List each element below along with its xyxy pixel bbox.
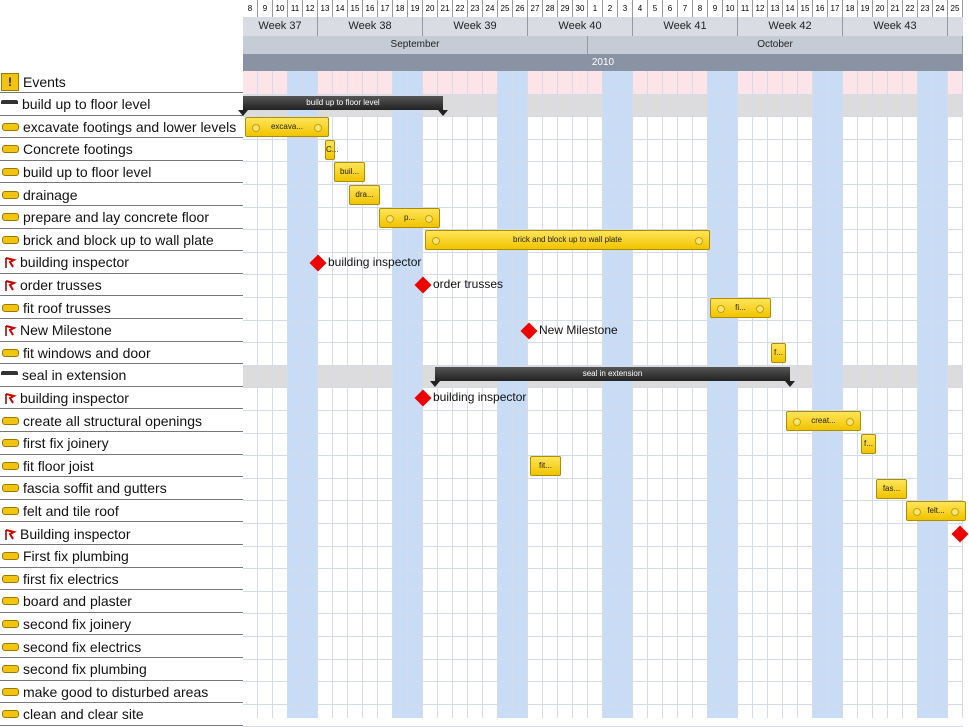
task-icon: [2, 643, 19, 651]
day-cell: 12: [303, 0, 318, 17]
row-line: [243, 568, 963, 569]
task-icon: [2, 597, 19, 605]
weekend-column: [303, 71, 318, 718]
day-column: [843, 71, 858, 718]
task-bar-handle[interactable]: [717, 305, 725, 313]
day-cell: 10: [723, 0, 738, 17]
task-icon: [2, 484, 19, 492]
task-bar-label: creat...: [811, 416, 836, 425]
row-line: [243, 94, 963, 95]
task-bar-label: excava...: [270, 122, 303, 132]
day-column: [888, 71, 903, 718]
day-column: [903, 71, 918, 718]
month-cell: October: [588, 36, 963, 54]
milestone-label: New Milestone: [539, 322, 618, 337]
week-cell: Week 42: [738, 17, 843, 36]
day-column: [633, 71, 648, 718]
task-icon: [2, 688, 19, 696]
task-bar-label: felt...: [927, 506, 945, 516]
task-row[interactable]: [0, 342, 243, 364]
task-list-header: [0, 0, 243, 71]
day-cell: 14: [783, 0, 798, 17]
day-column: [753, 71, 768, 718]
task-icon: [2, 552, 19, 560]
task-bar[interactable]: [245, 117, 329, 137]
task-row[interactable]: [0, 94, 243, 116]
day-cell: 9: [708, 0, 723, 17]
task-bar[interactable]: [876, 479, 907, 499]
week-cell: Week 38: [318, 17, 423, 36]
week-cell: Week 43: [843, 17, 948, 36]
task-bar[interactable]: [334, 162, 365, 182]
row-line: [243, 613, 963, 614]
row-line: [243, 659, 963, 660]
task-row[interactable]: [0, 184, 243, 206]
month-cell: September: [243, 36, 588, 54]
milestone-label: building inspector: [328, 254, 422, 269]
weekend-column: [723, 71, 738, 718]
task-bar-handle[interactable]: [425, 215, 433, 223]
row-line: [243, 546, 963, 547]
task-label: second fix joinery: [23, 615, 132, 632]
task-label: prepare and lay concrete floor: [23, 209, 209, 226]
task-row[interactable]: [0, 568, 243, 590]
day-column: [873, 71, 888, 718]
day-cell: 17: [378, 0, 393, 17]
task-bar-label: f...: [774, 348, 783, 358]
weekend-column: [708, 71, 723, 718]
task-row[interactable]: [0, 681, 243, 703]
flag-icon: [4, 324, 16, 336]
day-cell: 9: [258, 0, 273, 17]
task-label: second fix plumbing: [23, 661, 147, 678]
flag-icon: [4, 528, 16, 540]
day-cell: 17: [828, 0, 843, 17]
row-line: [243, 387, 963, 388]
milestone-label: building inspector: [433, 390, 527, 405]
task-icon: [2, 620, 19, 628]
day-cell: 28: [543, 0, 558, 17]
task-icon: [2, 349, 19, 357]
summary-bar[interactable]: [243, 96, 443, 110]
row-line: [243, 320, 963, 321]
day-column: [258, 71, 273, 718]
week-cell: Week 40: [528, 17, 633, 36]
task-icon: [2, 145, 19, 153]
task-label: fit roof trusses: [23, 299, 111, 316]
task-bar-handle[interactable]: [756, 305, 764, 313]
task-bar[interactable]: [786, 411, 861, 431]
day-cell: 26: [513, 0, 528, 17]
task-label: fit floor joist: [23, 457, 94, 474]
task-label: clean and clear site: [23, 706, 144, 723]
task-label: building inspector: [20, 389, 129, 406]
day-header: [243, 0, 963, 17]
task-label: fit windows and door: [23, 344, 151, 361]
task-row[interactable]: [0, 207, 243, 229]
task-bar[interactable]: [771, 343, 786, 363]
day-cell: 27: [528, 0, 543, 17]
day-cell: 18: [393, 0, 408, 17]
task-label: Events: [23, 73, 66, 90]
task-row[interactable]: [0, 229, 243, 251]
row-line: [243, 342, 963, 343]
task-bar-label: dra...: [355, 190, 374, 199]
task-label: New Milestone: [20, 322, 112, 339]
task-icon: [2, 575, 19, 583]
day-column: [318, 71, 339, 718]
day-cell: 22: [453, 0, 468, 17]
day-cell: 1: [588, 0, 603, 17]
row-line: [243, 139, 963, 140]
day-column: [768, 71, 783, 718]
task-label: fascia soffit and gutters: [23, 480, 167, 497]
weekend-column: [603, 71, 618, 718]
task-icon: [2, 304, 19, 312]
day-cell: 11: [288, 0, 303, 17]
task-label: first fix joinery: [23, 435, 109, 452]
task-label: create all structural openings: [23, 412, 202, 429]
task-icon: [2, 710, 19, 718]
row-line: [243, 636, 963, 637]
task-row[interactable]: [0, 161, 243, 183]
task-row[interactable]: [0, 523, 243, 545]
flag-icon: [4, 279, 16, 291]
day-cell: 16: [813, 0, 828, 17]
task-row[interactable]: [0, 139, 243, 161]
task-bar[interactable]: [530, 456, 561, 476]
task-bar-handle[interactable]: [846, 418, 854, 426]
day-cell: 20: [873, 0, 888, 17]
day-column: [363, 71, 378, 718]
summary-bar-label: build up to floor level: [306, 97, 380, 107]
day-cell: 7: [678, 0, 693, 17]
task-label: First fix plumbing: [23, 548, 129, 565]
task-icon: [2, 191, 19, 199]
day-cell: 3: [618, 0, 633, 17]
weekend-column: [933, 71, 948, 718]
row-line: [243, 297, 963, 298]
day-column: [798, 71, 813, 718]
day-column: [693, 71, 708, 718]
day-column: [648, 71, 663, 718]
task-icon: [2, 213, 19, 221]
row-line: [243, 252, 963, 253]
summary-bar-right-tip: [785, 381, 795, 387]
day-cell: 25: [948, 0, 963, 17]
task-label: board and plaster: [23, 593, 132, 610]
task-label: build up to floor level: [23, 163, 152, 180]
week-cell: Week 37: [243, 17, 318, 36]
day-cell: 15: [798, 0, 813, 17]
task-icon: [2, 665, 19, 673]
row-line: [243, 455, 963, 456]
task-bar-handle[interactable]: [793, 418, 801, 426]
task-icon: [2, 462, 19, 470]
day-column: [543, 71, 558, 718]
day-cell: 21: [438, 0, 453, 17]
row-line: [243, 365, 963, 366]
row-line: [243, 523, 963, 524]
task-label: felt and tile roof: [23, 502, 119, 519]
day-cell: 6: [663, 0, 678, 17]
task-icon: [2, 168, 19, 176]
task-label: second fix electrics: [23, 638, 142, 655]
day-cell: 11: [738, 0, 753, 17]
task-bar-label: fi...: [735, 303, 746, 312]
task-bar-label: C...: [326, 144, 339, 154]
flag-icon: [4, 256, 16, 268]
task-row[interactable]: [0, 659, 243, 681]
weekend-column: [393, 71, 408, 718]
weekend-column: [918, 71, 933, 718]
day-column: [573, 71, 588, 718]
day-cell: 4: [633, 0, 648, 17]
task-bar[interactable]: [425, 230, 710, 250]
day-column: [948, 71, 963, 718]
task-icon: [2, 417, 19, 425]
row-line: [243, 207, 963, 208]
day-cell: 19: [858, 0, 873, 17]
day-cell: 30: [573, 0, 588, 17]
task-label: build up to floor level: [22, 96, 151, 113]
week-header: [243, 17, 963, 36]
week-cell: Week 41: [633, 17, 738, 36]
day-cell: 25: [498, 0, 513, 17]
task-label: building inspector: [20, 254, 129, 271]
row-line: [243, 500, 963, 501]
flag-icon: [4, 392, 16, 404]
day-cell: 8: [693, 0, 708, 17]
day-cell: 20: [423, 0, 438, 17]
task-icon: [2, 236, 19, 244]
day-column: [663, 71, 678, 718]
day-cell: 19: [408, 0, 423, 17]
task-row[interactable]: [0, 365, 243, 387]
day-cell: 14: [333, 0, 348, 17]
task-label: make good to disturbed areas: [23, 683, 209, 700]
task-row[interactable]: [0, 500, 243, 522]
task-row[interactable]: [0, 591, 243, 613]
row-line: [243, 274, 963, 275]
day-column: [558, 71, 573, 718]
task-bar[interactable]: [325, 140, 339, 160]
task-row[interactable]: [0, 320, 243, 342]
task-icon: [2, 439, 19, 447]
warning-icon: !: [1, 73, 19, 91]
task-bar-label: brick and block up to wall plate: [513, 235, 622, 245]
summary-bar[interactable]: [435, 367, 790, 381]
task-bar-label: buil...: [339, 167, 360, 177]
day-column: [738, 71, 753, 718]
task-bar[interactable]: [349, 185, 380, 205]
day-cell: 24: [483, 0, 498, 17]
year-header: 2010: [243, 54, 963, 71]
row-line: [243, 433, 963, 434]
task-row[interactable]: [0, 704, 243, 726]
day-cell: 18: [843, 0, 858, 17]
task-row[interactable]: [0, 410, 243, 432]
summary-bar-left-tip: [238, 110, 248, 116]
row-line: [243, 116, 963, 117]
task-bar-label: fas...: [882, 483, 901, 493]
day-column: [588, 71, 603, 718]
task-bar-label: f...: [864, 438, 873, 448]
day-cell: 13: [318, 0, 333, 17]
task-bar[interactable]: [710, 298, 771, 318]
task-bar-handle[interactable]: [386, 215, 394, 223]
task-bar-label: fit...: [539, 461, 552, 471]
task-label: Building inspector: [20, 525, 131, 542]
weekend-column: [618, 71, 633, 718]
weekend-column: [813, 71, 828, 718]
summary-icon: [1, 371, 18, 375]
task-label: brick and block up to wall plate: [23, 231, 214, 248]
task-row[interactable]: [0, 478, 243, 500]
task-row[interactable]: [0, 613, 243, 635]
day-cell: 16: [363, 0, 378, 17]
task-row[interactable]: [0, 252, 243, 274]
task-bar[interactable]: [379, 208, 440, 228]
day-cell: 8: [243, 0, 258, 17]
month-header: [243, 36, 963, 54]
task-row[interactable]: [0, 455, 243, 477]
task-label: drainage: [23, 186, 78, 203]
row-line: [243, 591, 963, 592]
row-line: [243, 704, 963, 705]
row-line: [243, 681, 963, 682]
day-cell: 23: [918, 0, 933, 17]
task-label: excavate footings and lower levels: [23, 118, 237, 135]
day-cell: 10: [273, 0, 288, 17]
day-column: [378, 71, 393, 718]
day-cell: 22: [903, 0, 918, 17]
day-cell: 2: [603, 0, 618, 17]
summary-bar-label: seal in extension: [582, 368, 643, 378]
task-icon: [2, 123, 19, 131]
task-icon: [2, 507, 19, 515]
task-row[interactable]: [0, 274, 243, 296]
day-cell: 21: [888, 0, 903, 17]
milestone-label: order trusses: [433, 277, 504, 292]
task-label: Concrete footings: [23, 141, 133, 158]
day-cell: 13: [768, 0, 783, 17]
task-row[interactable]: [0, 636, 243, 658]
task-row[interactable]: [0, 546, 243, 568]
weekend-column: [828, 71, 843, 718]
day-column: [858, 71, 873, 718]
task-row[interactable]: [0, 297, 243, 319]
day-column: [678, 71, 693, 718]
day-cell: 15: [348, 0, 363, 17]
task-row[interactable]: [0, 116, 243, 138]
day-cell: 12: [753, 0, 768, 17]
day-column: [528, 71, 543, 718]
day-column: [243, 71, 258, 718]
task-row[interactable]: [0, 387, 243, 409]
day-column: [783, 71, 798, 718]
task-row[interactable]: [0, 71, 243, 93]
summary-bar-right-tip: [438, 110, 448, 116]
timeline-grid[interactable]: [243, 71, 963, 718]
day-cell: 24: [933, 0, 948, 17]
weekend-column: [288, 71, 303, 718]
task-label: order trusses: [20, 276, 102, 293]
day-cell: 5: [648, 0, 663, 17]
summary-icon: [1, 100, 18, 104]
task-bar[interactable]: [906, 501, 966, 521]
week-cell: Week 39: [423, 17, 528, 36]
task-row[interactable]: [0, 433, 243, 455]
task-label: first fix electrics: [23, 570, 119, 587]
day-cell: 23: [468, 0, 483, 17]
row-line: [243, 478, 963, 479]
task-bar[interactable]: [861, 434, 876, 454]
task-bar-label: p...: [403, 212, 416, 222]
summary-bar-left-tip: [430, 381, 440, 387]
task-label: seal in extension: [22, 367, 127, 384]
day-cell: 29: [558, 0, 573, 17]
day-column: [273, 71, 288, 718]
